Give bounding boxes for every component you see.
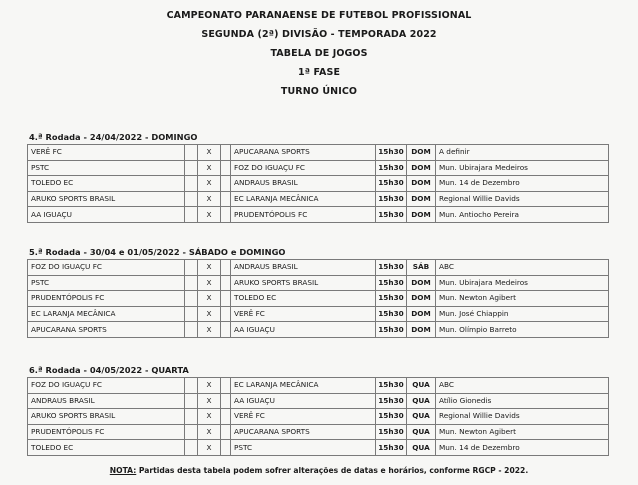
table-row bbox=[28, 306, 609, 322]
away-team: ANDRAUS BRASIL bbox=[231, 260, 376, 276]
venue: Mun. Newton Agibert bbox=[436, 291, 609, 307]
empty-cell bbox=[221, 409, 231, 425]
table-row bbox=[28, 409, 609, 425]
table-row bbox=[28, 145, 609, 161]
match-day: DOM bbox=[407, 160, 436, 176]
turn-title: TURNO ÚNICO bbox=[280, 86, 358, 97]
away-team: TOLEDO EC bbox=[231, 291, 376, 307]
table-row bbox=[28, 322, 609, 338]
away-team: APUCARANA SPORTS bbox=[231, 145, 376, 161]
empty-cell bbox=[185, 393, 198, 409]
table-title: TABELA DE JOGOS bbox=[270, 48, 368, 59]
empty-cell bbox=[221, 145, 231, 161]
empty-cell bbox=[221, 393, 231, 409]
match-day: DOM bbox=[407, 176, 436, 192]
match-day: QUA bbox=[407, 409, 436, 425]
empty-cell bbox=[221, 378, 231, 394]
empty-cell bbox=[185, 160, 198, 176]
home-team: FOZ DO IGUAÇU FC bbox=[28, 260, 185, 276]
away-team: ANDRAUS BRASIL bbox=[231, 176, 376, 192]
match-day: QUA bbox=[407, 440, 436, 456]
home-team: PSTC bbox=[28, 275, 185, 291]
division-title: SEGUNDA (2ª) DIVISÃO - TEMPORADA 2022 bbox=[201, 29, 437, 40]
home-team: ARUKO SPORTS BRASIL bbox=[28, 409, 185, 425]
match-time: 15h30 bbox=[376, 207, 407, 223]
note-label: NOTA: bbox=[109, 466, 137, 475]
table-row bbox=[28, 291, 609, 307]
match-day: QUA bbox=[407, 393, 436, 409]
match-day: DOM bbox=[407, 207, 436, 223]
away-team: PRUDENTÓPOLIS FC bbox=[231, 207, 376, 223]
empty-cell bbox=[221, 291, 231, 307]
empty-cell bbox=[185, 191, 198, 207]
versus-mark: X bbox=[198, 260, 221, 276]
venue: Mun. Ubirajara Medeiros bbox=[436, 160, 609, 176]
away-team: VERÊ FC bbox=[231, 306, 376, 322]
match-day: SÁB bbox=[407, 260, 436, 276]
championship-title: CAMPEONATO PARANAENSE DE FUTEBOL PROFISSIONAL bbox=[166, 10, 472, 21]
venue: Mun. Ubirajara Medeiros bbox=[436, 275, 609, 291]
round-title: 5.ª Rodada - 30/04 e 01/05/2022 - SÁBADO e DOMINGO bbox=[29, 247, 286, 257]
match-time: 15h30 bbox=[376, 291, 407, 307]
empty-cell bbox=[185, 291, 198, 307]
empty-cell bbox=[185, 145, 198, 161]
match-time: 15h30 bbox=[376, 306, 407, 322]
match-day: DOM bbox=[407, 145, 436, 161]
round-4 bbox=[27, 130, 609, 223]
empty-cell bbox=[221, 176, 231, 192]
empty-cell bbox=[221, 322, 231, 338]
venue: ABC bbox=[436, 378, 609, 394]
home-team: FOZ DO IGUAÇU FC bbox=[28, 378, 185, 394]
versus-mark: X bbox=[198, 322, 221, 338]
match-time: 15h30 bbox=[376, 409, 407, 425]
versus-mark: X bbox=[198, 291, 221, 307]
match-time: 15h30 bbox=[376, 260, 407, 276]
home-team: PRUDENTÓPOLIS FC bbox=[28, 424, 185, 440]
home-team: AA IGUAÇU bbox=[28, 207, 185, 223]
venue: Mun. Olímpio Barreto bbox=[436, 322, 609, 338]
empty-cell bbox=[185, 275, 198, 291]
match-day: DOM bbox=[407, 306, 436, 322]
document-header bbox=[0, 6, 638, 101]
away-team: ARUKO SPORTS BRASIL bbox=[231, 275, 376, 291]
round-5 bbox=[27, 245, 609, 338]
away-team: EC LARANJA MECÂNICA bbox=[231, 191, 376, 207]
away-team: AA IGUAÇU bbox=[231, 393, 376, 409]
match-time: 15h30 bbox=[376, 191, 407, 207]
match-time: 15h30 bbox=[376, 424, 407, 440]
match-time: 15h30 bbox=[376, 440, 407, 456]
table-row bbox=[28, 160, 609, 176]
table-row bbox=[28, 191, 609, 207]
match-time: 15h30 bbox=[376, 322, 407, 338]
home-team: PRUDENTÓPOLIS FC bbox=[28, 291, 185, 307]
empty-cell bbox=[185, 409, 198, 425]
away-team: FOZ DO IGUAÇU FC bbox=[231, 160, 376, 176]
versus-mark: X bbox=[198, 440, 221, 456]
empty-cell bbox=[185, 306, 198, 322]
round-6 bbox=[27, 363, 609, 456]
venue: Regional Willie Davids bbox=[436, 191, 609, 207]
match-day: DOM bbox=[407, 291, 436, 307]
match-day: QUA bbox=[407, 424, 436, 440]
matches-table bbox=[27, 377, 609, 456]
versus-mark: X bbox=[198, 207, 221, 223]
match-time: 15h30 bbox=[376, 275, 407, 291]
home-team: EC LARANJA MECÂNICA bbox=[28, 306, 185, 322]
match-day: QUA bbox=[407, 378, 436, 394]
round-title: 6.ª Rodada - 04/05/2022 - QUARTA bbox=[29, 365, 189, 375]
venue: Mun. Newton Agibert bbox=[436, 424, 609, 440]
home-team: PSTC bbox=[28, 160, 185, 176]
match-time: 15h30 bbox=[376, 145, 407, 161]
venue: Mun. José Chiappin bbox=[436, 306, 609, 322]
empty-cell bbox=[221, 260, 231, 276]
empty-cell bbox=[221, 191, 231, 207]
versus-mark: X bbox=[198, 306, 221, 322]
away-team: EC LARANJA MECÂNICA bbox=[231, 378, 376, 394]
match-day: DOM bbox=[407, 275, 436, 291]
empty-cell bbox=[185, 424, 198, 440]
note-text: Partidas desta tabela podem sofrer alterações de datas e horários, conforme RGCP - 2022. bbox=[136, 466, 529, 475]
match-time: 15h30 bbox=[376, 378, 407, 394]
match-day: DOM bbox=[407, 191, 436, 207]
versus-mark: X bbox=[198, 275, 221, 291]
empty-cell bbox=[185, 378, 198, 394]
venue: Mun. Antiocho Pereira bbox=[436, 207, 609, 223]
empty-cell bbox=[185, 176, 198, 192]
venue: Mun. 14 de Dezembro bbox=[436, 440, 609, 456]
empty-cell bbox=[185, 260, 198, 276]
empty-cell bbox=[221, 275, 231, 291]
venue: Mun. 14 de Dezembro bbox=[436, 176, 609, 192]
matches-table bbox=[27, 259, 609, 338]
venue: ABC bbox=[436, 260, 609, 276]
table-row bbox=[28, 176, 609, 192]
table-row bbox=[28, 378, 609, 394]
phase-title: 1ª FASE bbox=[297, 67, 341, 78]
home-team: APUCARANA SPORTS bbox=[28, 322, 185, 338]
venue: Atílio Gionedis bbox=[436, 393, 609, 409]
venue: A definir bbox=[436, 145, 609, 161]
home-team: TOLEDO EC bbox=[28, 440, 185, 456]
home-team: TOLEDO EC bbox=[28, 176, 185, 192]
footnote bbox=[0, 466, 638, 475]
versus-mark: X bbox=[198, 424, 221, 440]
table-row bbox=[28, 260, 609, 276]
empty-cell bbox=[221, 424, 231, 440]
match-time: 15h30 bbox=[376, 393, 407, 409]
versus-mark: X bbox=[198, 409, 221, 425]
table-row bbox=[28, 207, 609, 223]
round-title: 4.ª Rodada - 24/04/2022 - DOMINGO bbox=[29, 132, 198, 142]
away-team: PSTC bbox=[231, 440, 376, 456]
home-team: VERÊ FC bbox=[28, 145, 185, 161]
empty-cell bbox=[221, 160, 231, 176]
table-row bbox=[28, 424, 609, 440]
empty-cell bbox=[185, 440, 198, 456]
away-team: VERÊ FC bbox=[231, 409, 376, 425]
empty-cell bbox=[221, 306, 231, 322]
match-time: 15h30 bbox=[376, 176, 407, 192]
versus-mark: X bbox=[198, 176, 221, 192]
versus-mark: X bbox=[198, 160, 221, 176]
empty-cell bbox=[221, 440, 231, 456]
versus-mark: X bbox=[198, 393, 221, 409]
match-time: 15h30 bbox=[376, 160, 407, 176]
empty-cell bbox=[185, 322, 198, 338]
match-day: DOM bbox=[407, 322, 436, 338]
versus-mark: X bbox=[198, 145, 221, 161]
empty-cell bbox=[221, 207, 231, 223]
away-team: AA IGUAÇU bbox=[231, 322, 376, 338]
empty-cell bbox=[185, 207, 198, 223]
matches-table bbox=[27, 144, 609, 223]
table-row bbox=[28, 275, 609, 291]
home-team: ARUKO SPORTS BRASIL bbox=[28, 191, 185, 207]
versus-mark: X bbox=[198, 191, 221, 207]
away-team: APUCARANA SPORTS bbox=[231, 424, 376, 440]
venue: Regional Willie Davids bbox=[436, 409, 609, 425]
table-row bbox=[28, 393, 609, 409]
versus-mark: X bbox=[198, 378, 221, 394]
table-row bbox=[28, 440, 609, 456]
home-team: ANDRAUS BRASIL bbox=[28, 393, 185, 409]
